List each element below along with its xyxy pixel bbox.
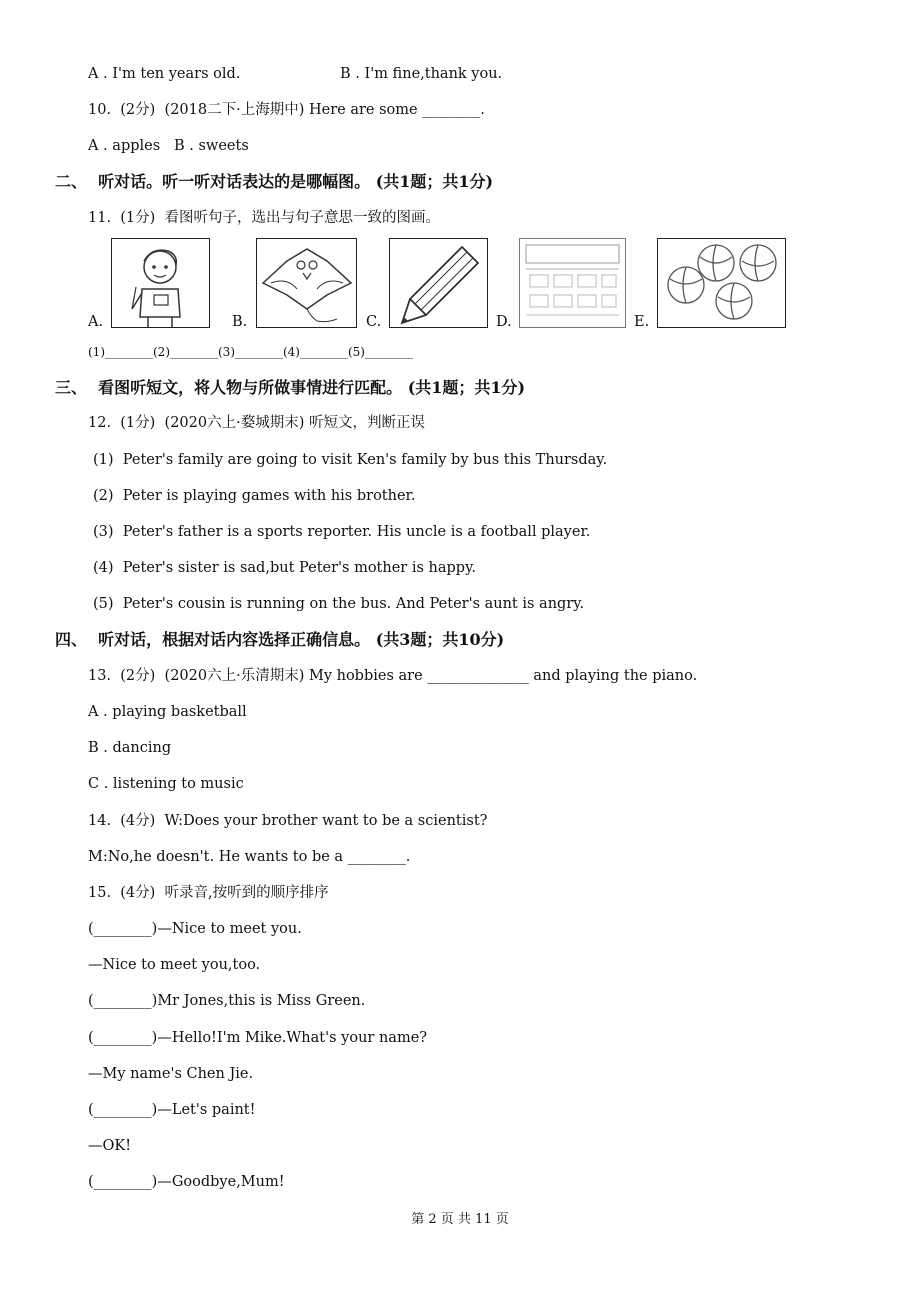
question-15-line-5: —My name's Chen Jie. bbox=[88, 1066, 254, 1082]
question-14-answer: M:No,he doesn't. He wants to be a ________. bbox=[88, 849, 411, 865]
question-13-option-a: A . playing basketball bbox=[88, 704, 247, 720]
question-12-item-3: (3) Peter's father is a sports reporter. His uncle is a football player. bbox=[93, 524, 591, 540]
section-3-heading: 三、 看图听短文，将人物与所做事情进行匹配。 (共1题；共1分) bbox=[55, 378, 526, 397]
balls-icon bbox=[657, 238, 786, 328]
question-15-line-1: (________)—Nice to meet you. bbox=[88, 921, 302, 937]
page-footer: 第 2 页 共 11 页 bbox=[411, 1212, 509, 1227]
question-12: 12. (1分) (2020六上·婺城期末) 听短文，判断正误 bbox=[88, 415, 425, 431]
question-15: 15. (4分) 听录音,按听到的顺序排序 bbox=[88, 885, 329, 901]
option-b: B . I'm fine,thank you. bbox=[340, 66, 503, 82]
boy-teacher-icon bbox=[111, 238, 210, 328]
section-2-heading: 二、 听对话。听一听对话表达的是哪幅图。 (共1题；共1分) bbox=[55, 172, 494, 191]
question-15-line-3: (________)Mr Jones,this is Miss Green. bbox=[88, 993, 366, 1009]
question-13-option-b: B . dancing bbox=[88, 740, 172, 756]
picture-label-b: B. bbox=[232, 314, 248, 330]
pencil-icon bbox=[389, 238, 488, 328]
picture-label-e: E. bbox=[634, 314, 650, 330]
section-4-heading: 四、 听对话，根据对话内容选择正确信息。 (共3题；共10分) bbox=[55, 630, 505, 649]
question-15-line-6: (________)—Let's paint! bbox=[88, 1102, 256, 1118]
question-12-item-1: (1) Peter's family are going to visit Ken's family by bus this Thursday. bbox=[93, 452, 608, 468]
question-12-item-5: (5) Peter's cousin is running on the bus. And Peter's aunt is angry. bbox=[93, 596, 585, 612]
question-12-item-4: (4) Peter's sister is sad,but Peter's mother is happy. bbox=[93, 560, 476, 576]
question-14: 14. (4分) W:Does your brother want to be a scientist? bbox=[88, 813, 488, 829]
picture-label-a: A. bbox=[88, 314, 104, 330]
question-15-line-2: —Nice to meet you,too. bbox=[88, 957, 261, 973]
question-15-line-4: (________)—Hello!I'm Mike.What's your name? bbox=[88, 1030, 428, 1046]
kite-icon bbox=[256, 238, 357, 328]
question-12-item-2: (2) Peter is playing games with his brother. bbox=[93, 488, 416, 504]
question-15-line-8: (________)—Goodbye,Mum! bbox=[88, 1174, 285, 1190]
picture-label-d: D. bbox=[496, 314, 512, 330]
question-13-option-c: C . listening to music bbox=[88, 776, 244, 792]
question-10-options: A . apples B . sweets bbox=[88, 138, 249, 154]
question-13: 13. (2分) (2020六上·乐清期末) My hobbies are ______________ and playing the piano. bbox=[88, 668, 698, 684]
question-11: 11. (1分) 看图听句子，选出与句子意思一致的图画。 bbox=[88, 210, 441, 226]
option-a: A . I'm ten years old. bbox=[88, 66, 241, 82]
question-10: 10. (2分) (2018二下·上海期中) Here are some ________. bbox=[88, 102, 485, 118]
picture-label-c: C. bbox=[366, 314, 382, 330]
question-15-line-7: —OK! bbox=[88, 1138, 132, 1154]
question-11-blanks: (1)________(2)________(3)________(4)________(5)________ bbox=[88, 345, 413, 359]
classroom-icon bbox=[519, 238, 626, 328]
